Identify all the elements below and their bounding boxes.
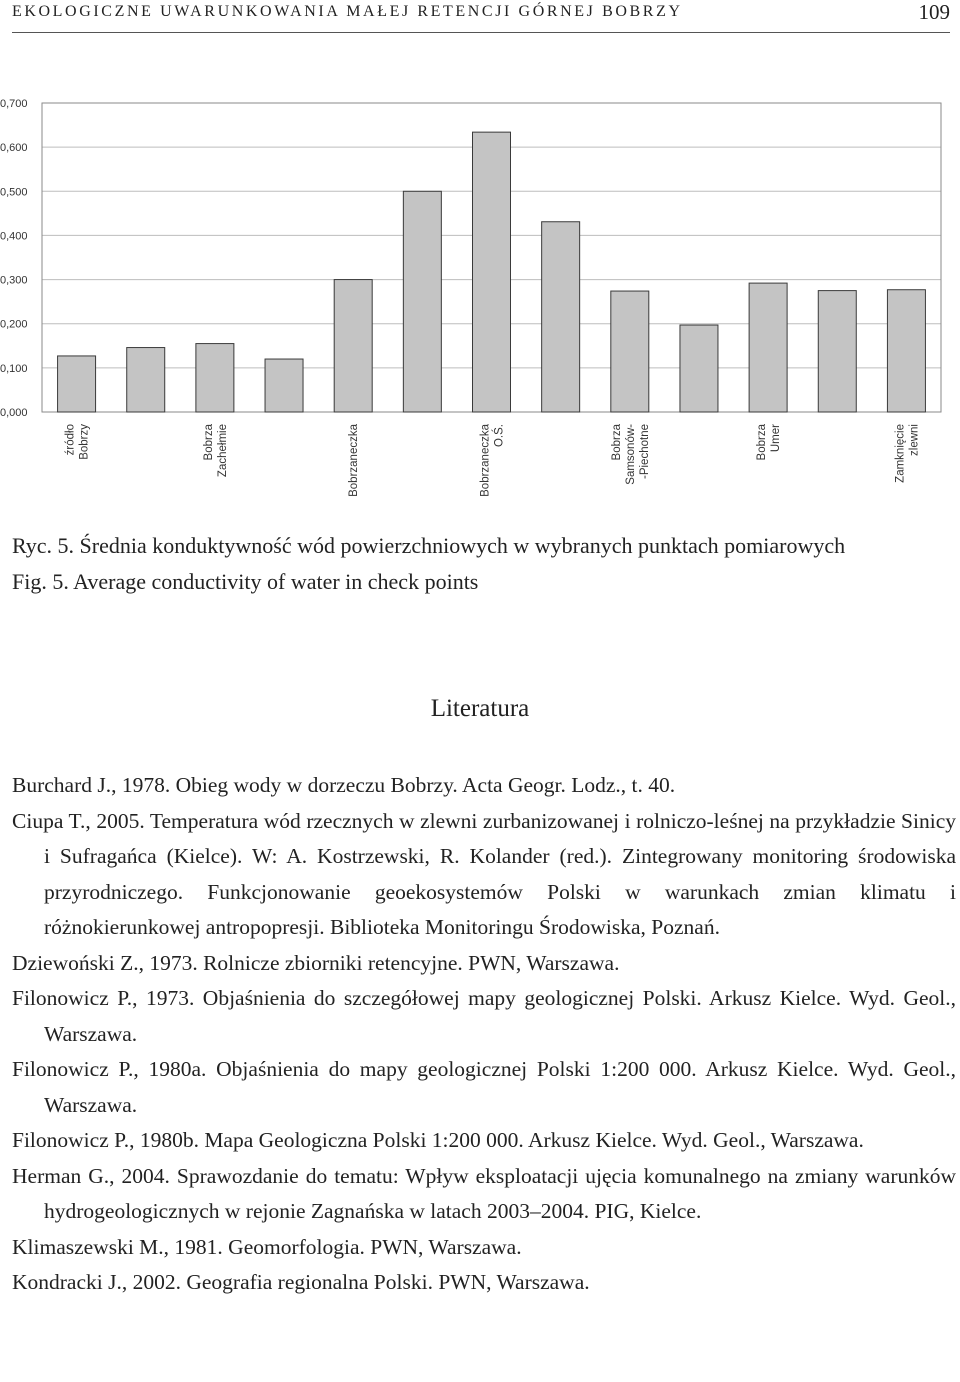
bar [542,222,580,412]
y-tick-label: 0,600 [0,142,28,155]
reference-item: Kondracki J., 2002. Geografia regionalna Polski. PWN, Warszawa. [12,1270,590,1294]
figure-caption-pl: Ryc. 5. Średnia konduktywność wód powierzchniowych w wybranych punktach pomiarowych [12,533,846,558]
running-title: EKOLOGICZNE UWARUNKOWANIA MAŁEJ RETENCJI GÓRNEJ BOBRZY [12,3,683,20]
conductivity-bar-chart [0,90,960,510]
literature-heading: Literatura [430,695,530,722]
x-tick-label: Bobrza [202,424,215,461]
reference-item: Filonowicz P., 1973. Objaśnienia do szczegółowej mapy geologicznej Polski. Arkusz Kielce. Wyd. Geol., Warszawa. [12,986,956,1046]
reference-item: Burchard J., 1978. Obieg wody w dorzeczu Bobrzy. Acta Geogr. Lodz., t. 40. [12,773,676,797]
y-tick-label: 0,000 [0,407,28,419]
y-tick-label: 0,700 [0,98,28,110]
x-tick-label: Bobrzy [78,424,91,460]
x-tick-label: Samsonów- [624,424,637,485]
y-tick-label: 0,200 [0,318,28,331]
bar [611,291,649,412]
reference-list [12,768,956,1301]
reference-item: Klimaszewski M., 1981. Geomorfologia. PWN, Warszawa. [12,1234,522,1259]
x-tick-label: Umer [770,424,783,453]
page-number: 109 [918,0,950,24]
bar [127,348,165,412]
x-tick-label: zlewni [908,424,921,456]
bar [473,132,511,412]
bar [818,291,856,412]
bar [58,356,96,412]
y-tick-label: 0,100 [0,362,28,375]
x-tick-label: O.Ś. [493,424,506,448]
figure-caption-en: Fig. 5. Average conductivity of water in check points [12,569,479,594]
reference-item: Filonowicz P., 1980a. Objaśnienia do mapy geologicznej Polski 1:200 000. Arkusz Kielce. Wyd. Geol., Warszawa. [12,1057,956,1117]
x-tick-label: Zachełmie [216,424,229,478]
reference-item: Dziewoński Z., 1973. Rolnicze zbiorniki retencyjne. PWN, Warszawa. [12,950,620,975]
reference-item: Ciupa T., 2005. Temperatura wód rzecznych w zlewni zurbanizowanej i rolniczo-leśnej na przykładzie Sinicy i Sufragańca (Kielce). W: A. Kostrzewski, R. Kolander (red.). Zintegrowany monitoring środowiska przyrodniczego. Funkcjonowanie geoekosystemów Polski w warunkach zmian klimatu i różnokierunkowej antropopresji. Biblioteka Monitoringu Środowiska, Poznań. [12,808,956,939]
bar [196,344,234,412]
bar [265,359,303,412]
figure-captions [12,528,845,600]
y-tick-label: 0,300 [0,274,28,287]
x-tick-label: Bobrza [756,424,769,461]
reference-item: Herman G., 2004. Sprawozdanie do tematu: Wpływ eksploatacji ujęcia komunalnego na zmiany warunków hydrogeologicznych w rejonie Zagnańska w latach 2003–2004. PIG, Kielce. [12,1163,956,1223]
x-tick-label: Bobrzaneczka [348,424,361,497]
page-header [12,0,950,33]
y-tick-label: 0,500 [0,186,28,199]
x-tick-label: Zamknięcie [894,424,907,483]
x-tick-label: Bobrzaneczka [479,424,492,497]
bar [680,325,718,412]
x-tick-label: źródło [64,424,77,456]
bar [403,191,441,412]
reference-item: Filonowicz P., 1980b. Mapa Geologiczna Polski 1:200 000. Arkusz Kielce. Wyd. Geol., Warszawa. [12,1128,864,1152]
bar [887,290,925,412]
x-tick-label: -Piechotne [638,424,651,479]
y-tick-label: 0,400 [0,230,28,243]
x-tick-label: Bobrza [610,424,623,461]
bar [334,280,372,412]
bar [749,283,787,412]
